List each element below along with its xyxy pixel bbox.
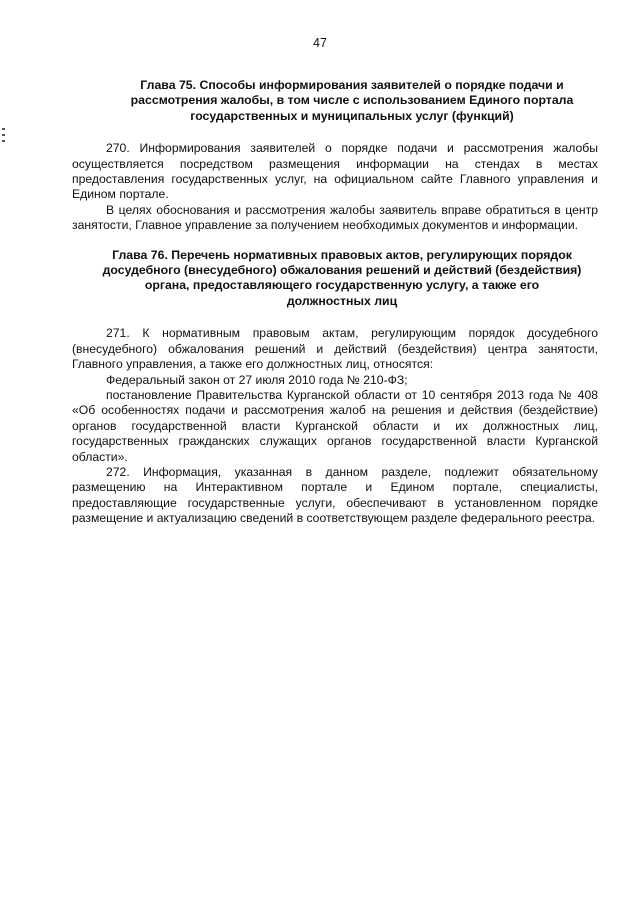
- heading-line: Глава 75. Способы информирования заявителей о порядке подачи и: [140, 78, 564, 92]
- heading-line: должностных лиц: [286, 293, 398, 308]
- paragraph-270: 270. Информирования заявителей о порядке подачи и рассмотрения жалобы осуществляется посредством размещения информации на стендах в местах предоставления государственных услуг, на официальном сайте Главного управления и Едином портале.: [72, 141, 598, 202]
- document-body: [72, 78, 598, 527]
- paragraph-federal-law: Федеральный закон от 27 июля 2010 года № 210-ФЗ;: [106, 372, 408, 387]
- heading-line: рассмотрения жалобы, в том числе с использованием Единого портала: [130, 93, 574, 108]
- heading-line: досудебного (внесудебного) обжалования решений и действий (бездействия): [102, 263, 582, 278]
- heading-line: государственных и муниципальных услуг (функций): [190, 108, 514, 123]
- heading-line: Глава 76. Перечень нормативных правовых актов, регулирующих порядок: [112, 247, 572, 262]
- margin-mark: [2, 140, 5, 142]
- page-number: 47: [313, 36, 327, 50]
- heading-line: органа, предоставляющего государственную услугу, а также его: [144, 278, 540, 293]
- paragraph-271: 271. К нормативным правовым актам, регулирующим порядок досудебного (внесудебного) обжалования решений и действий (бездействия) центра занятости, Главного управления, а также его должностных лиц, относятся:: [72, 326, 598, 372]
- paragraph-272: 272. Информация, указанная в данном разделе, подлежит обязательному размещению на Интерактивном портале и Едином портале, специалисты, предоставляющие государственные услуги, обеспечивают в установленном порядке размещение и актуализацию сведений в соответствующем разделе федерального реестра.: [72, 464, 598, 526]
- margin-mark: [2, 134, 5, 136]
- chapter-76-heading: [72, 248, 598, 310]
- paragraph-government-decree: постановление Правительства Курганской области от 10 сентября 2013 года № 408 «Об особенностях подачи и рассмотрения жалоб на решения и действия (бездействие) органов государственной власти Курганской области и их должностных лиц, государственных гражданских служащих органов государственной власти Курганской области».: [72, 387, 598, 464]
- chapter-75-heading: [72, 78, 598, 124]
- margin-mark: [2, 128, 5, 130]
- paragraph-270-continuation: В целях обоснования и рассмотрения жалобы заявитель вправе обратиться в центр занятости, Главное управление за получением необходимых документов и информации.: [72, 202, 598, 233]
